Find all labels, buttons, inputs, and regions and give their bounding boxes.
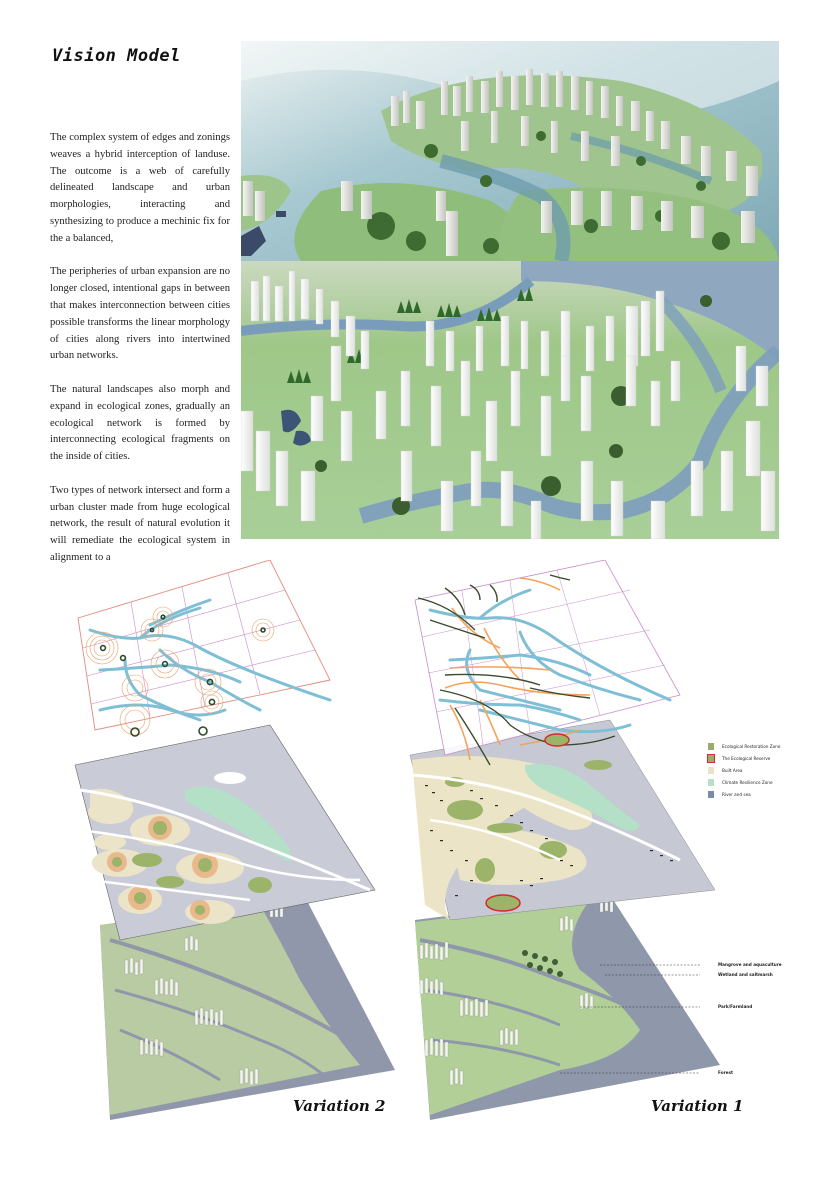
city-illustration: [241, 261, 779, 539]
legend-label: Climate Resilience Zone: [722, 779, 773, 785]
page-title: Vision Model: [52, 46, 181, 66]
paragraph-3: The natural landscapes also morph and expand in ecological zones, gradually an ecological network is formed by interconnecting ecological fragments on the inside of cities.: [50, 383, 230, 463]
layered-diagrams: [0, 560, 835, 1120]
legend-item-built-area: [708, 764, 780, 776]
body-text: [50, 130, 230, 584]
variation2-middle-plane: [75, 725, 375, 940]
legend-label: The Ecological Reserve: [722, 755, 771, 761]
legend-item-ecological-reserve: [708, 752, 780, 764]
aerial-render-islands: [241, 41, 779, 261]
legend-label: Ecological Restoration Zone: [722, 743, 781, 749]
annotation-forest: Forest: [718, 1070, 733, 1075]
legend-swatch-icon: [708, 791, 714, 798]
legend-label: River and sea: [722, 791, 751, 797]
annotation-wetland-saltmarsh: Wetland and saltmarsh: [718, 972, 773, 977]
legend: [708, 740, 780, 800]
paragraph-2: The peripheries of urban expansion are no longer closed, intentional gaps in between that makes interconnection between cities possible transforms the linear morphology of cities along rivers into intertwined urban networks.: [50, 266, 230, 362]
annotation-park-farmland: Park/Farmland: [718, 1004, 753, 1009]
legend-swatch-icon: [708, 755, 714, 762]
variation1-bottom-plane: [415, 895, 720, 1120]
caption-variation-1: Variation 1: [651, 1097, 744, 1115]
paragraph-1: The complex system of edges and zonings weaves a hybrid interception of landuse. The outcome is a web of carefully delineated landscape and urban morphologies, interacting and synthesizing to produce a mechinic fix for the a balanced,: [50, 132, 230, 244]
legend-item-climate-resilience-zone: [708, 776, 780, 788]
legend-swatch-icon: [708, 743, 714, 750]
legend-item-river-and-sea: [708, 788, 780, 800]
legend-item-ecological-restoration-zone: [708, 740, 780, 752]
legend-swatch-icon: [708, 779, 714, 786]
legend-swatch-icon: [708, 767, 714, 774]
islands-illustration: [241, 41, 779, 261]
variation2-top-plane: [78, 560, 330, 736]
aerial-render-city-river: [241, 261, 779, 539]
annotation-mangrove-aquaculture: Mangrove and aquaculture: [718, 962, 782, 967]
exploded-axonometric-diagrams: [0, 560, 835, 1120]
caption-variation-2: Variation 2: [293, 1097, 386, 1115]
legend-label: Built Area: [722, 767, 743, 773]
paragraph-4: Two types of network intersect and form a urban cluster made from huge ecological network, the result of natural evolution it will remediate the ecological system in alignment to a: [50, 484, 230, 563]
